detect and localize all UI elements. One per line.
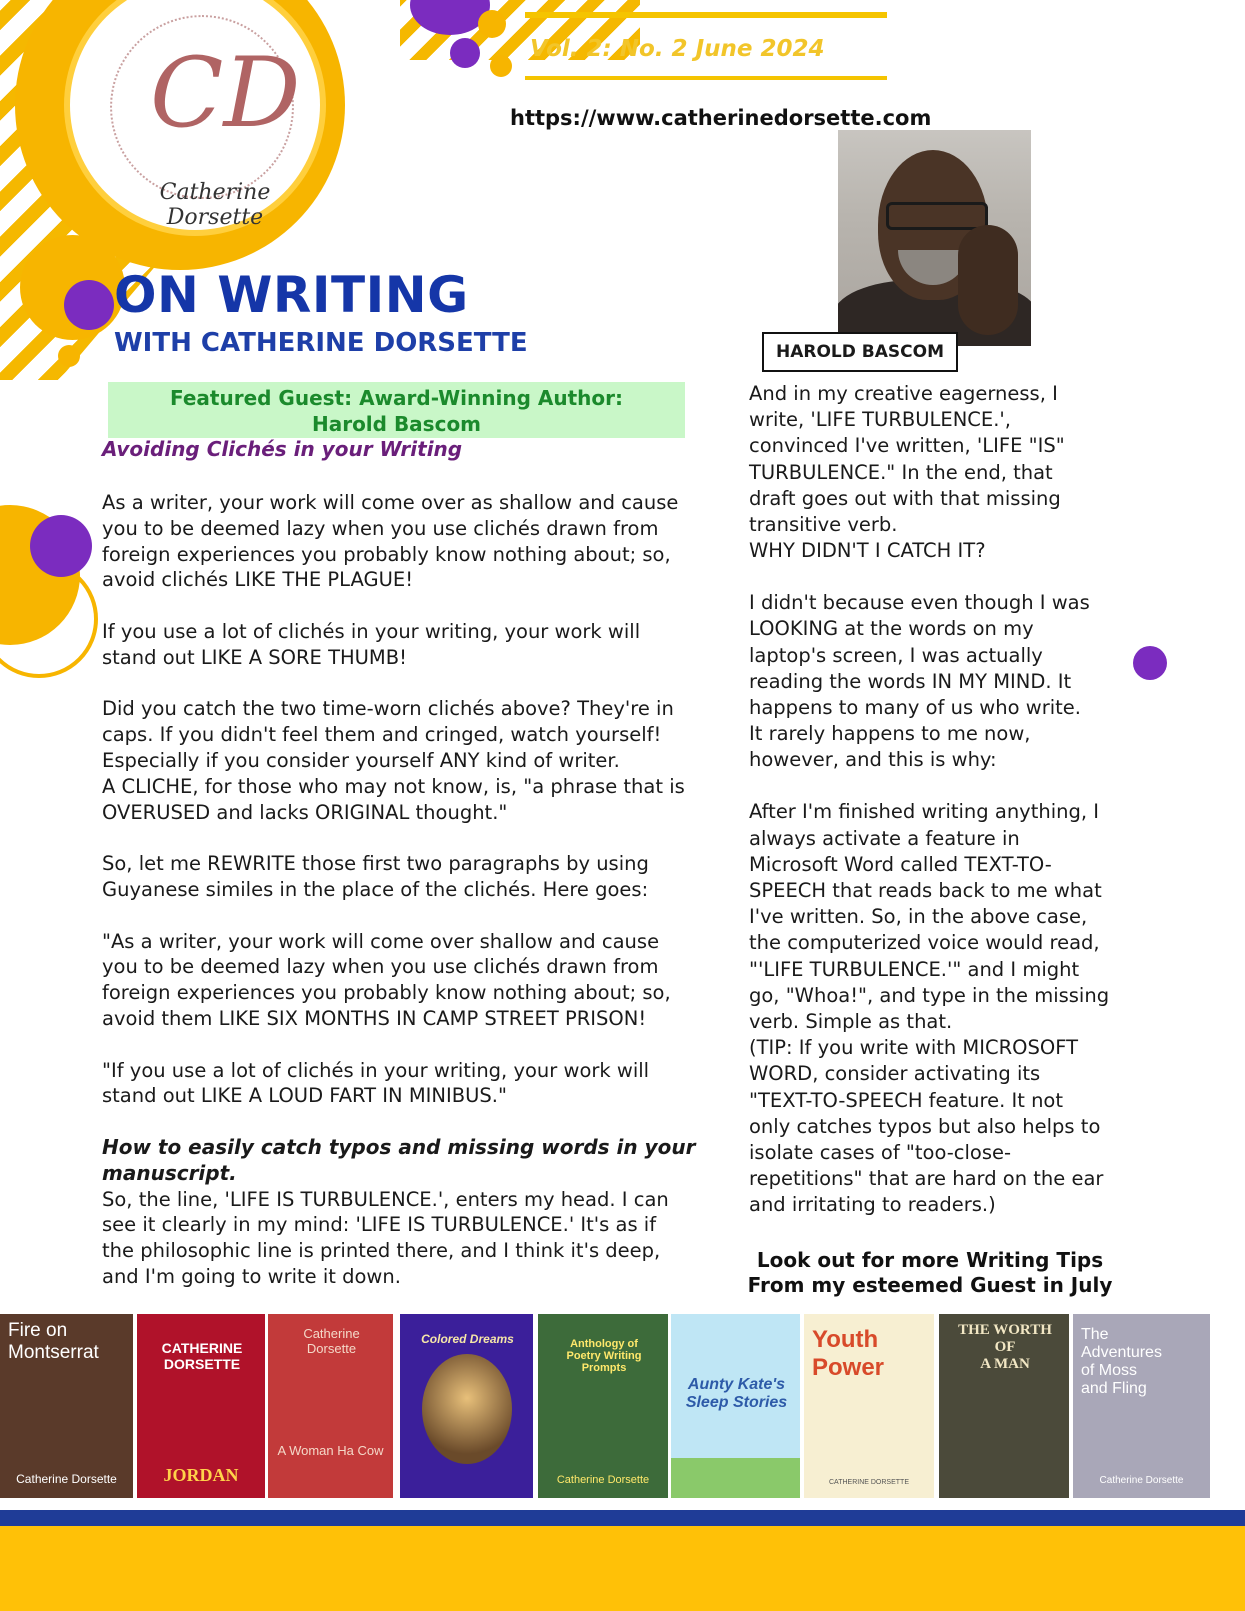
page-title: ON WRITING <box>114 266 469 324</box>
book-title: THE WORTH OF A MAN <box>958 1322 1052 1372</box>
book-title: Fire on Montserrat <box>8 1320 99 1363</box>
book-title: Catherine Dorsette <box>303 1326 360 1356</box>
book-cover[interactable] <box>804 1314 934 1498</box>
book-cover[interactable] <box>400 1314 533 1498</box>
header-rule <box>525 12 887 18</box>
article-left-column <box>102 490 702 1316</box>
footer-blue-bar <box>0 1510 1245 1526</box>
book-author: Catherine Dorsette <box>16 1472 117 1486</box>
book-author: CATHERINE DORSETTE <box>829 1479 909 1486</box>
book-title: CATHERINE DORSETTE <box>161 1340 243 1372</box>
book-cover[interactable] <box>268 1314 393 1498</box>
purple-dot-decoration <box>1133 646 1167 680</box>
book-author: Catherine Dorsette <box>556 1474 650 1486</box>
purple-dot-decoration <box>450 38 480 68</box>
article-paragraph: As a writer, your work will come over as shallow and cause you to be deemed lazy when you use clichés drawn from foreign experiences you probably know nothing about; so, avoid clichés LIKE THE PLAGUE! <box>102 491 679 592</box>
photo-hand <box>958 225 1018 335</box>
article-paragraph: "As a writer, your work will come over shallow and cause you to be deemed lazy when you use clichés drawn from foreign experiences you probably know nothing about; so, avoid them LIKE SIX MONTHS IN CAMP STREET PRISON! <box>102 929 671 1030</box>
book-cover-art <box>671 1458 800 1498</box>
yellow-dot-decoration <box>58 345 80 367</box>
website-url[interactable]: https://www.catherinedorsette.com <box>510 106 932 130</box>
book-author: A Woman Ha Cow <box>277 1443 384 1458</box>
footer-yellow-bar <box>0 1526 1245 1611</box>
featured-guest-banner <box>108 382 685 438</box>
book-cover-strip <box>0 1314 1245 1500</box>
article-right-column <box>749 381 1119 1244</box>
yellow-dot-decoration <box>478 10 506 38</box>
purple-dot-decoration <box>30 515 92 577</box>
logo-signature: Catherine Dorsette <box>159 180 271 230</box>
logo-monogram: CD <box>150 37 301 149</box>
article-paragraph: So, let me REWRITE those first two paragraphs by using Guyanese similes in the place of the clichés. Here goes: <box>102 852 649 901</box>
guest-photo <box>838 130 1031 346</box>
book-title: Anthology of Poetry Writing Prompts <box>566 1338 642 1374</box>
article-paragraph: I didn't because even though I was LOOKING at the words on my laptop's screen, I was actually reading the words IN MY MIND. It happens to many of us who write. It rarely happens to me now, however, and this is why: <box>749 591 1090 772</box>
purple-dot-decoration <box>64 280 114 330</box>
article-heading: Avoiding Clichés in your Writing <box>102 437 463 461</box>
book-title: Colored Dreams <box>421 1332 514 1346</box>
featured-line-1: Featured Guest: Award-Winning Author: <box>170 386 623 410</box>
volume-issue: Vol. 2: No. 2 June 2024 <box>530 36 825 62</box>
book-cover[interactable] <box>939 1314 1069 1498</box>
book-title: The Adventures of Moss and Fling <box>1081 1326 1162 1397</box>
photo-caption: HAROLD BASCOM <box>762 332 958 372</box>
book-cover[interactable] <box>671 1314 800 1498</box>
book-cover[interactable] <box>137 1314 265 1498</box>
look-out-note: Look out for more Writing Tips From my esteemed Guest in July <box>747 1248 1113 1297</box>
header-rule <box>525 76 887 80</box>
yellow-dot-decoration <box>490 55 512 77</box>
book-cover[interactable] <box>1073 1314 1210 1498</box>
article-paragraph: If you use a lot of clichés in your writing, your work will stand out LIKE A SORE THUMB! <box>102 619 641 669</box>
photo-glasses <box>886 202 988 230</box>
page-subtitle: WITH CATHERINE DORSETTE <box>114 328 528 358</box>
article-paragraph: After I'm finished writing anything, I always activate a feature in Microsoft Word called TEXT-TO- SPEECH that reads back to me what I've written. So, in the above case, the computerized voice would read, "'LIFE TURBULENCE.'" and I might go, "Whoa!", and type in the missing verb. Simple as that. (TIP: If you write with MICROSOFT WORD, consider activating its "TEXT-TO-SPEECH feature. It not only catches typos but also helps to isolate cases of "too-close- repetitions" that are hard on the ear and irritating to readers.) <box>749 800 1110 1217</box>
article-subheading: How to easily catch typos and missing words in your manuscript. <box>102 1134 696 1185</box>
article-paragraph: So, the line, 'LIFE IS TURBULENCE.', enters my head. I can see it clearly in my mind: 'LIFE IS TURBULENCE.' It's as if the philosophic line is printed there, and I think it's deep, and I'm going to write it down. <box>102 1187 669 1288</box>
article-paragraph: And in my creative eagerness, I write, 'LIFE TURBULENCE.', convinced I've written, 'LIFE "IS" TURBULENCE." In the end, that draft goes out with that missing transitive verb. WHY DIDN'T I CATCH IT? <box>749 382 1065 563</box>
book-cover-art <box>422 1354 512 1464</box>
article-paragraph: Did you catch the two time-worn clichés above? They're in caps. If you didn't feel them and cringed, watch yourself! Especially if you consider yourself ANY kind of writer. A CLICHE, for those who may not know, is, "a phrase that is OVERUSED and lacks ORIGINAL thought." <box>102 697 685 824</box>
book-author: Catherine Dorsette <box>1099 1475 1184 1486</box>
book-title: Youth Power <box>812 1326 885 1381</box>
yellow-ring-decoration <box>0 560 98 678</box>
featured-line-2: Harold Bascom <box>311 412 482 436</box>
article-paragraph: "If you use a lot of clichés in your writing, your work will stand out LIKE A LOUD FART IN MINIBUS." <box>102 1058 650 1108</box>
book-title: Aunty Kate's Sleep Stories <box>685 1376 788 1411</box>
book-cover[interactable] <box>538 1314 668 1498</box>
book-cover[interactable] <box>0 1314 133 1498</box>
book-author: JORDAN <box>163 1465 239 1485</box>
